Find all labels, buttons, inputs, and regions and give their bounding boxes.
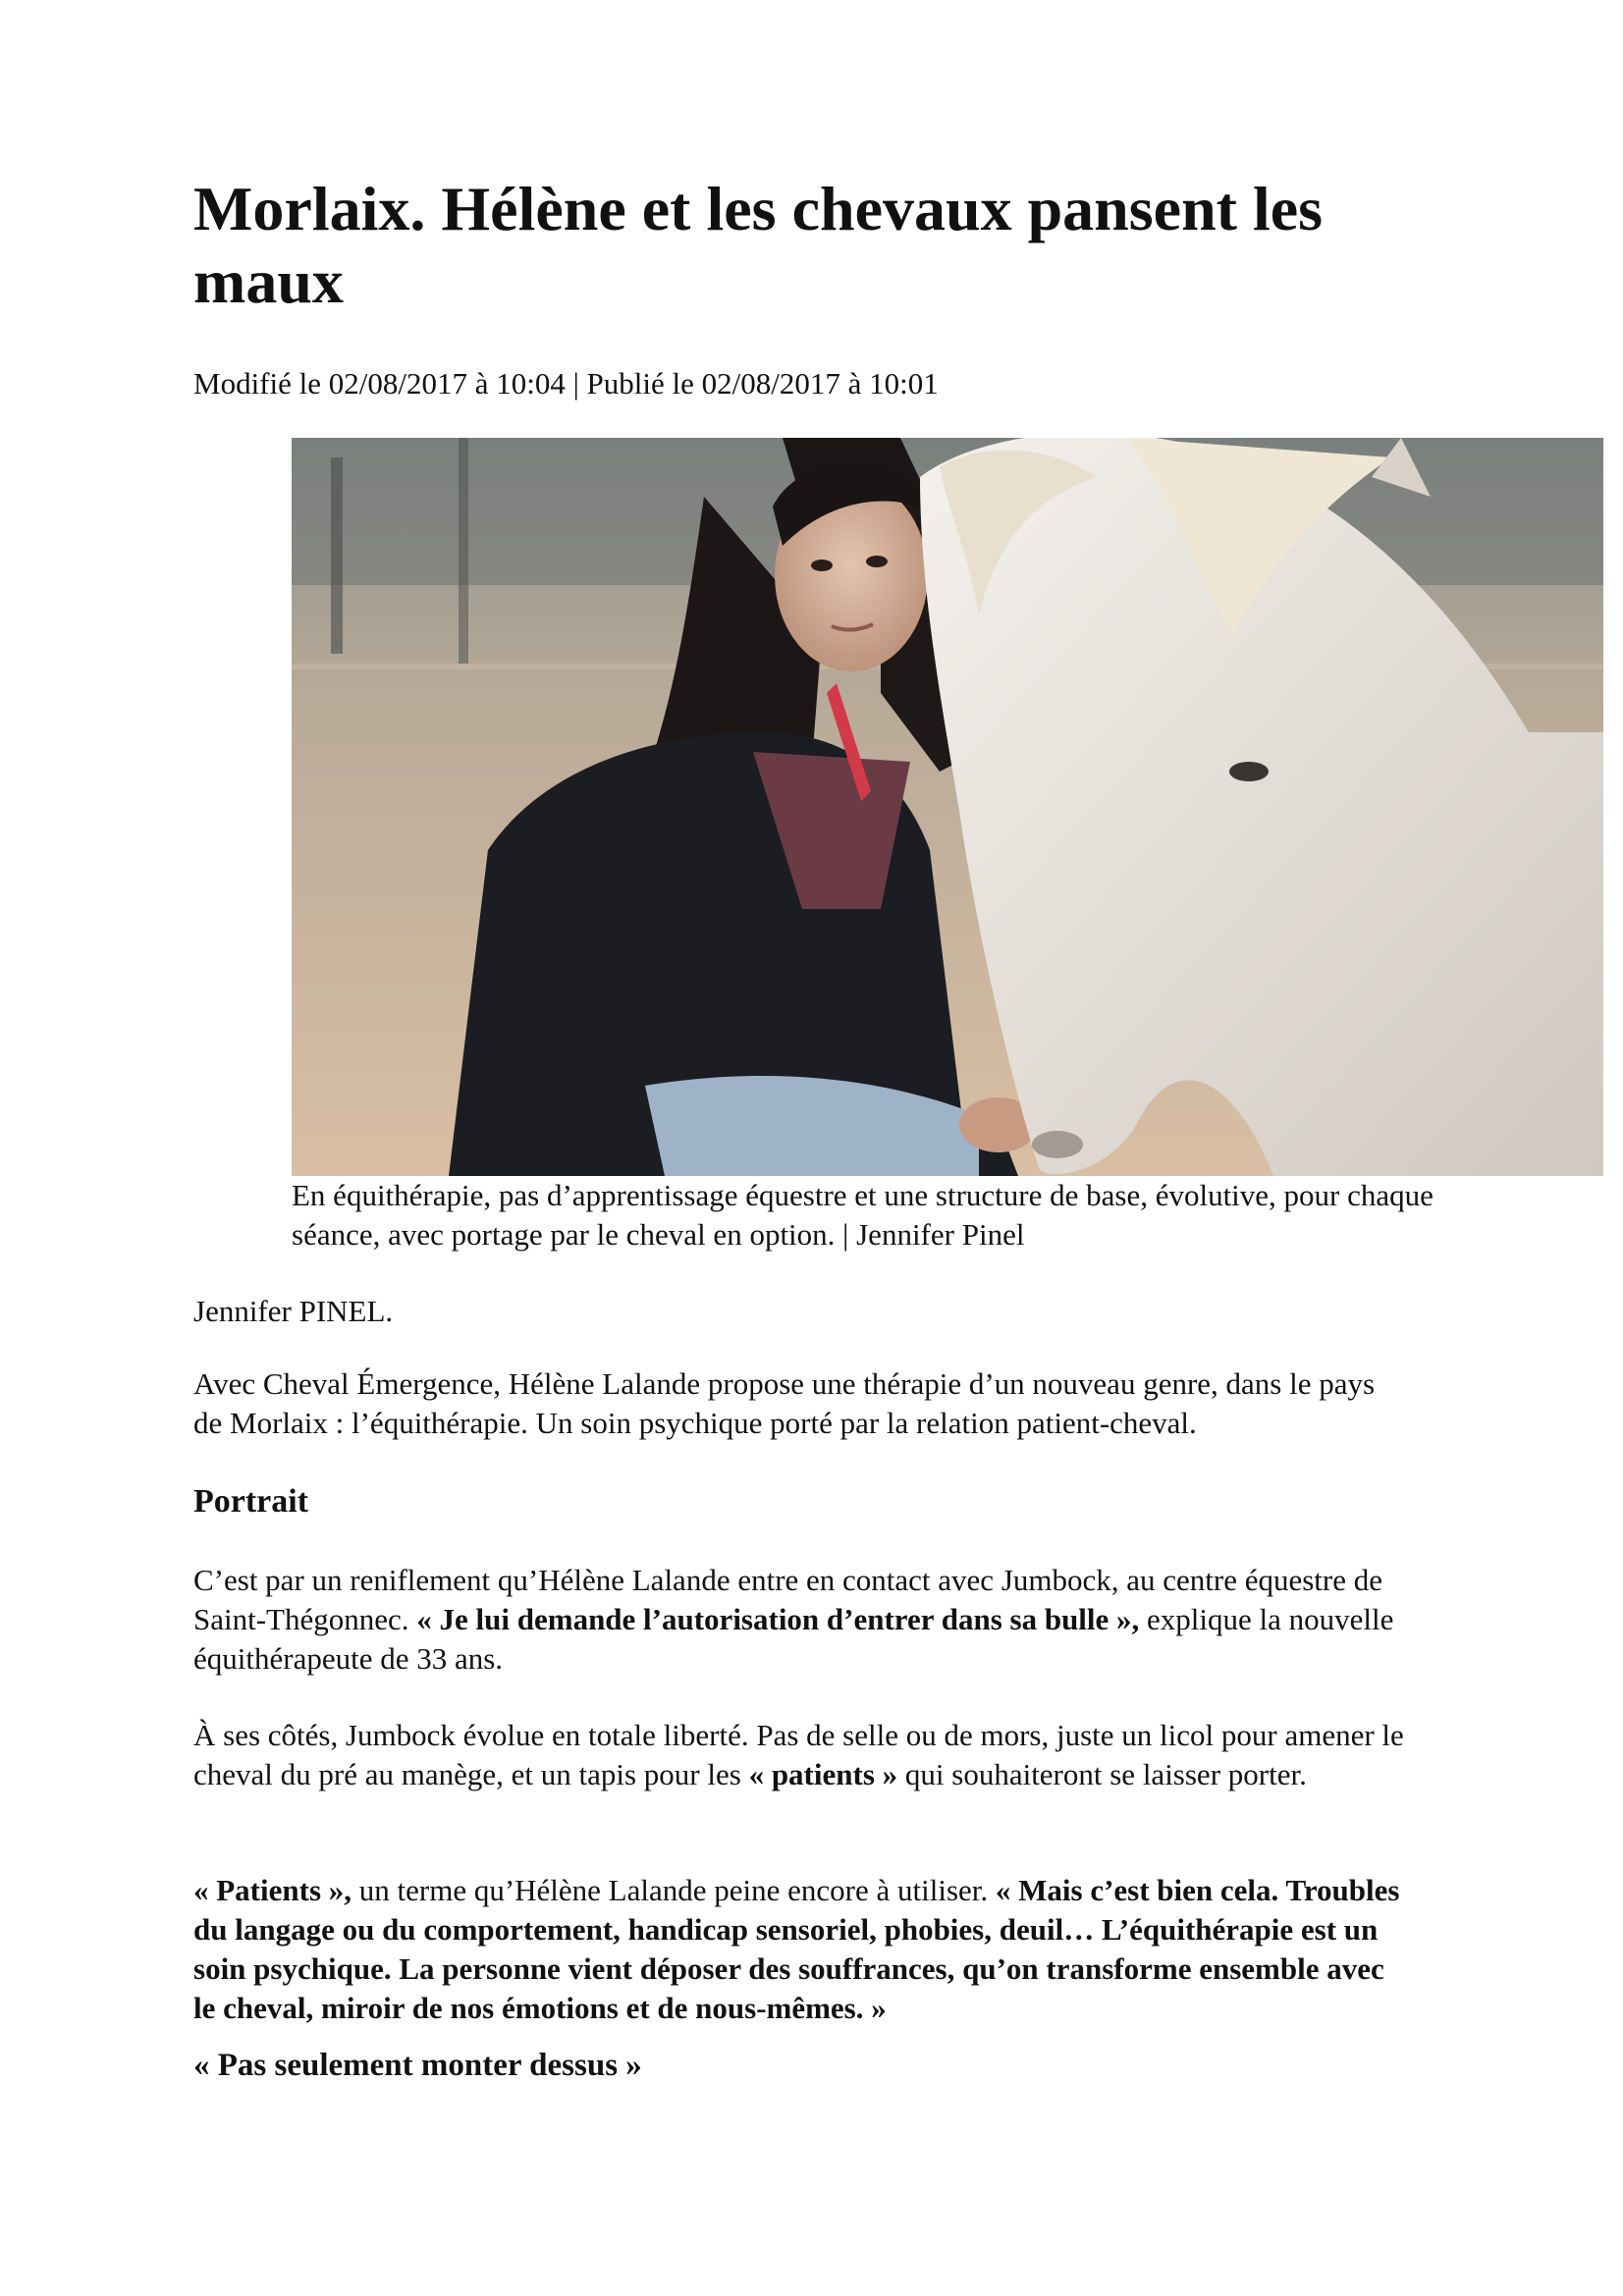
paragraph-2-text-b: qui souhaiteront se laisser porter.	[897, 1757, 1307, 1791]
paragraph-2	[193, 1716, 1411, 1794]
subheading: « Pas seulement monter dessus »	[193, 2048, 642, 2083]
paragraph-1-quote: « Je lui demande l’autorisation d’entrer dans sa bulle »,	[416, 1602, 1140, 1636]
paragraph-1-text-a: C’est par un reniflement qu’Hélène Lalande entre en contact avec Jumbock, au centre équestre de Saint-Thégonnec.	[193, 1563, 1383, 1636]
paragraph-1	[193, 1561, 1411, 1679]
photo-credit: Jennifer PINEL.	[193, 1294, 394, 1328]
photo-caption: En équithérapie, pas d’apprentissage équestre et une structure de base, évolutive, pour chaque séance, avec portage par le cheval en option. | Jennifer Pinel	[292, 1178, 1434, 1252]
paragraph-1-text-b: explique la nouvelle équithérapeute de 33 ans.	[193, 1602, 1394, 1676]
article-dates: Modifié le 02/08/2017 à 10:04 | Publié le 02/08/2017 à 10:01	[193, 366, 939, 400]
paragraph-2-text-a: À ses côtés, Jumbock évolue en totale liberté. Pas de selle ou de mors, juste un licol pour amener le cheval du pré au manège, et un tapis pour les	[193, 1718, 1404, 1791]
paragraph-3-quote-2: « Mais c’est bien cela. Troubles du langage ou du comportement, handicap sensoriel, phobies, deuil… L’équithérapie est un soin psychique. La personne vient déposer des souffrances, qu’on transforme ensemble avec le cheval, miroir de nos émotions et de nous-mêmes. »	[193, 1873, 1400, 2025]
paragraph-3-quote-1: « Patients »,	[193, 1873, 352, 1907]
photo-woman-with-white-horse	[292, 438, 1603, 1176]
article-intro: Avec Cheval Émergence, Hélène Lalande propose une thérapie d’un nouveau genre, dans le pays de Morlaix : l’équithérapie. Un soin psychique porté par la relation patient-cheval.	[193, 1366, 1376, 1440]
paragraph-3	[193, 1871, 1411, 2028]
paragraph-2-quote: « patients »	[748, 1757, 898, 1791]
article-photo	[292, 438, 1603, 1176]
article-title: Morlaix. Hélène et les chevaux pansent les maux	[193, 174, 1324, 317]
paragraph-3-text: un terme qu’Hélène Lalande peine encore à utiliser.	[352, 1873, 996, 1907]
section-heading: Portrait	[193, 1483, 309, 1520]
